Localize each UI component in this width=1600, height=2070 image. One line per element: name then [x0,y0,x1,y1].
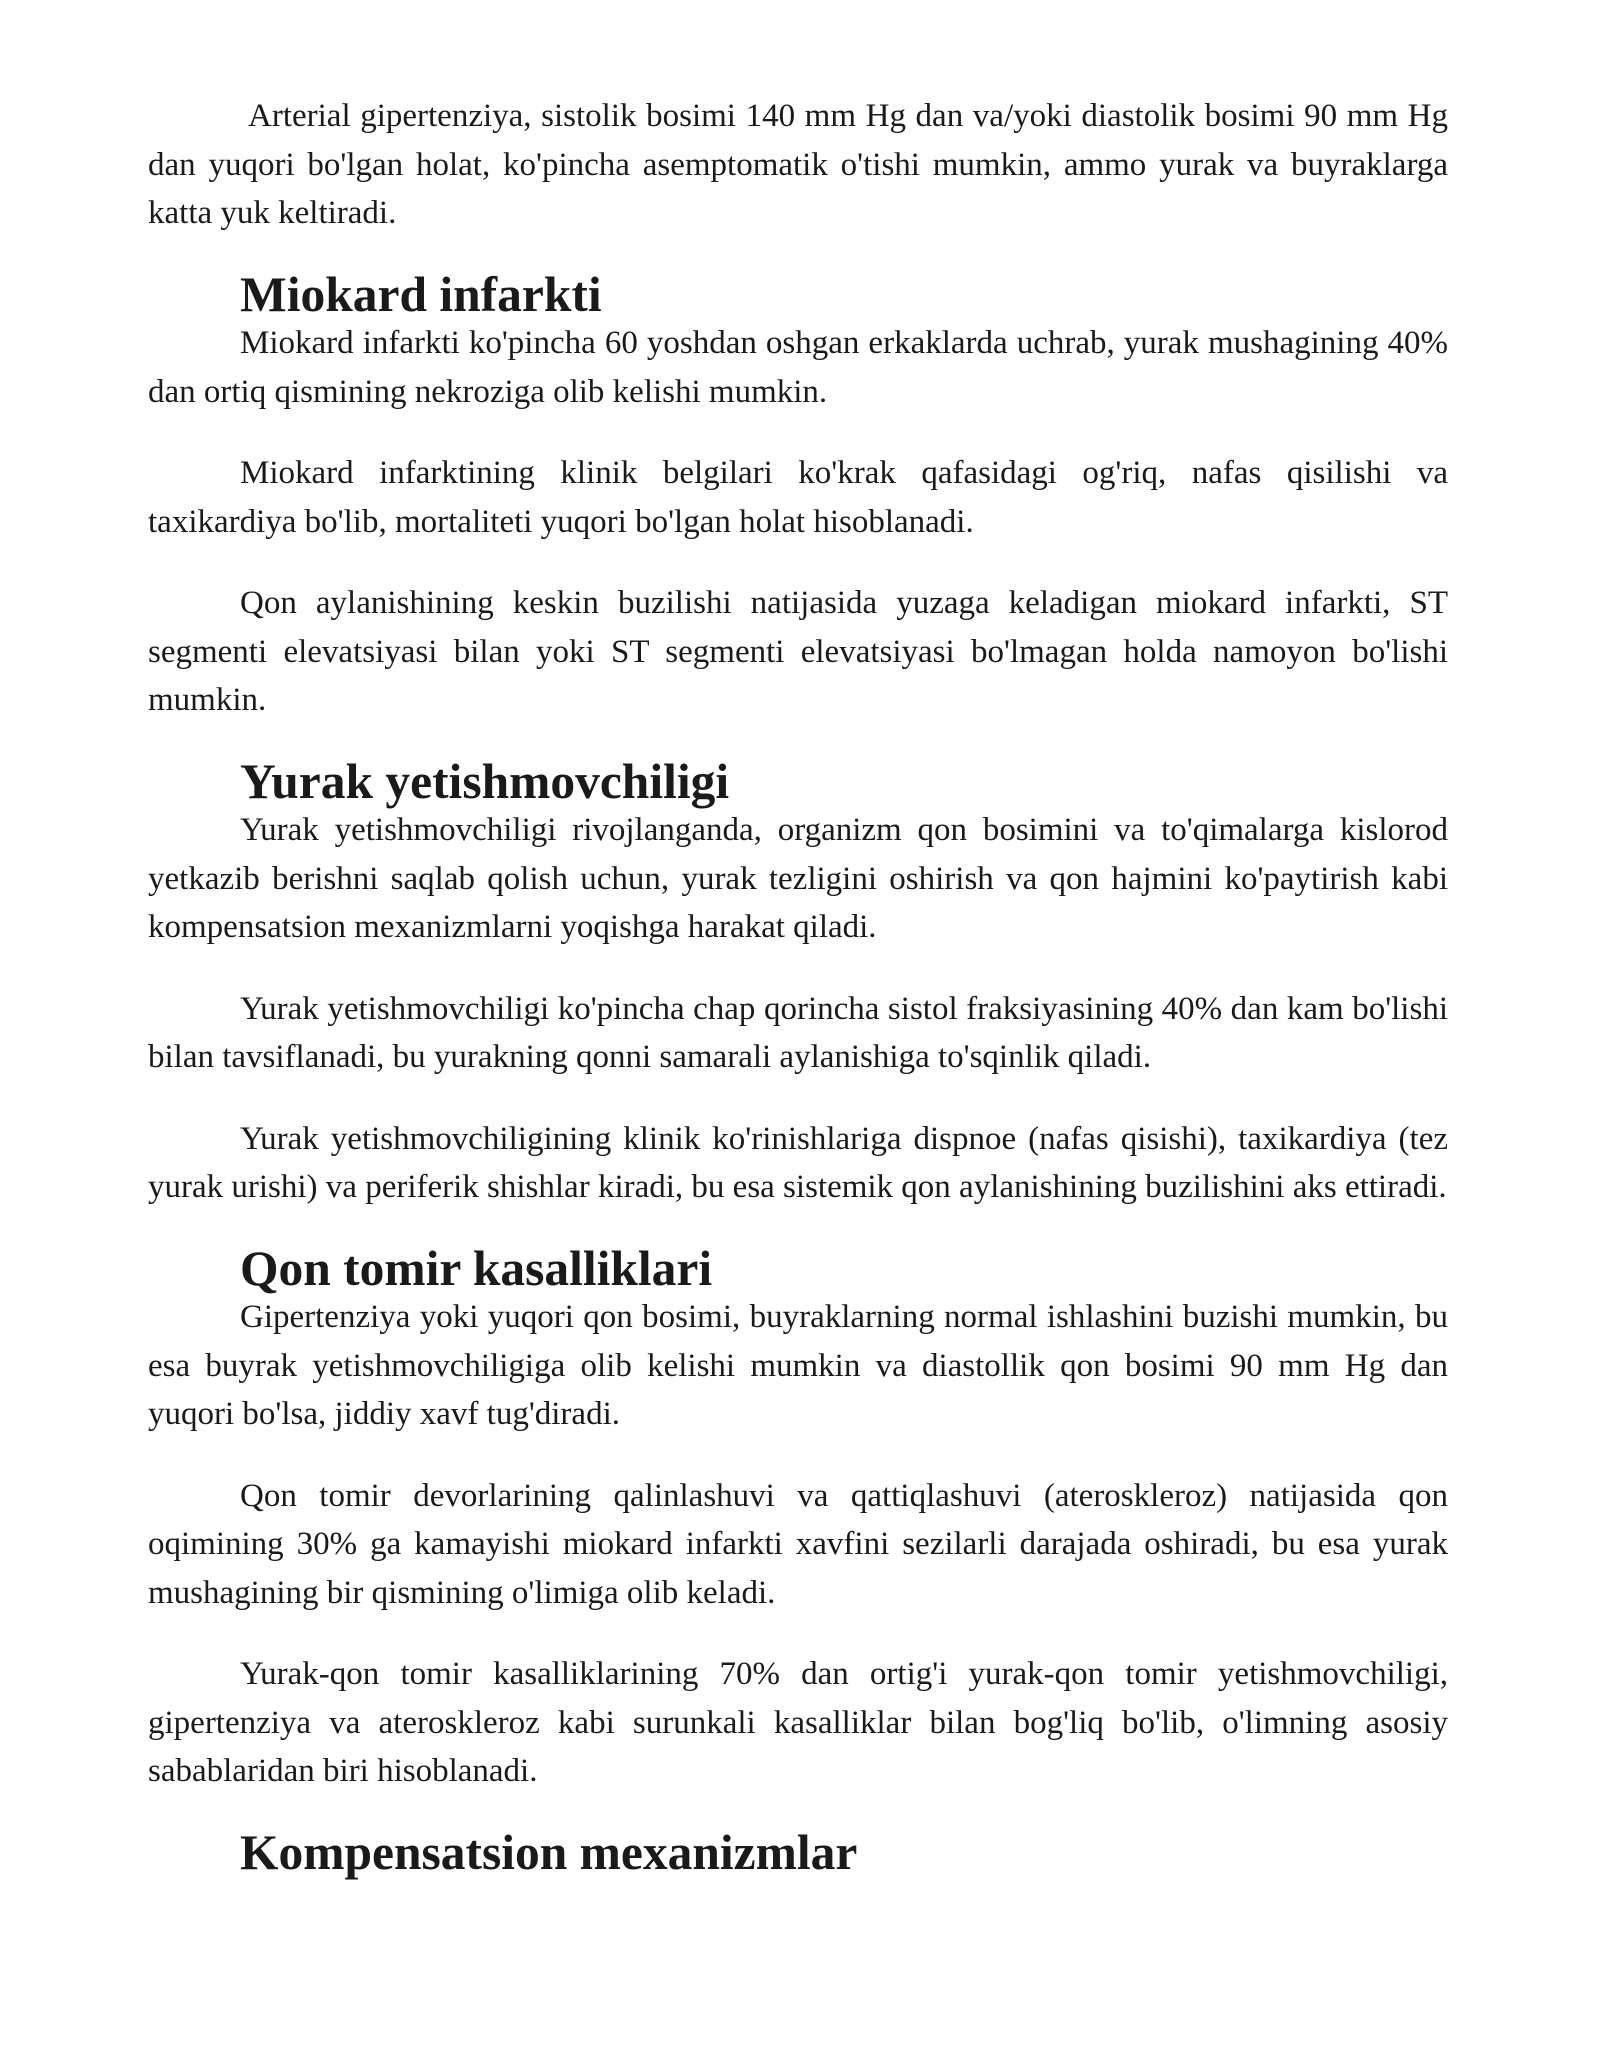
section-heading-kompensatsion-mexanizmlar: Kompensatsion mexanizmlar [240,1824,858,1880]
paragraph: Qon aylanishining keskin buzilishi natijasida yuzaga keladigan miokard infarkti, ST segmenti elevatsiyasi bilan yoki ST segmenti elevatsiyasi bo'lmagan holda namoyon bo'lishi mumkin. [148,585,1448,718]
paragraph: Qon tomir devorlarining qalinlashuvi va qattiqlashuvi (ateroskleroz) natijasida qon oqimining 30% ga kamayishi miokard infarkti xavfini sezilarli darajada oshiradi, bu esa yurak mushagining bir qismining o'limiga olib keladi. [148,1477,1448,1611]
paragraph: Yurak yetishmovchiligi ko'pincha chap qorincha sistol fraksiyasining 40% dan kam bo'lishi bilan tavsiflanadi, bu yurakning qonni samarali aylanishiga to'sqinlik qiladi. [148,990,1448,1075]
paragraph: Gipertenziya yoki yuqori qon bosimi, buyraklarning normal ishlashini buzishi mumkin, bu esa buyrak yetishmovchiligiga olib kelishi mumkin va diastollik qon bosimi 90 mm Hg dan yuqori bo'lsa, jiddiy xavf tug'diradi. [148,1299,1448,1432]
paragraph: Yurak-qon tomir kasalliklarining 70% dan ortig'i yurak-qon tomir yetishmovchiligi, gipertenziya va ateroskleroz kabi surunkali kasalliklar bilan bog'liq bo'lib, o'limning asosiy sabablaridan biri hisoblanadi. [148,1656,1448,1789]
section-heading-miokard-infarkti: Miokard infarkti [240,266,602,322]
paragraph: Miokard infarktining klinik belgilari ko'krak qafasidagi og'riq, nafas qisilishi va taxikardiya bo'lib, mortaliteti yuqori bo'lgan holat hisoblanadi. [148,455,1448,540]
section-heading-qon-tomir-kasalliklari: Qon tomir kasalliklari [240,1240,713,1296]
document-page [148,92,1448,1880]
intro-paragraph: Arterial gipertenziya, sistolik bosimi 140 mm Hg dan va/yoki diastolik bosimi 90 mm Hg dan yuqori bo'lgan holat, ko'pincha asemptomatik o'tishi mumkin, ammo yurak va buyraklarga katta yuk keltiradi. [148,98,1448,231]
paragraph: Yurak yetishmovchiligi rivojlanganda, organizm qon bosimini va to'qimalarga kislorod yetkazib berishni saqlab qolish uchun, yurak tezligini oshirish va qon hajmini ko'paytirish kabi kompensatsion mexanizmlarni yoqishga harakat qiladi. [148,812,1448,945]
paragraph: Yurak yetishmovchiligining klinik ko'rinishlariga dispnoe (nafas qisishi), taxikardiya (tez yurak urishi) va periferik shishlar kiradi, bu esa sistemik qon aylanishining buzilishini aks ettiradi. [148,1120,1448,1205]
paragraph: Miokard infarkti ko'pincha 60 yoshdan oshgan erkaklarda uchrab, yurak mushagining 40% dan ortiq qismining nekroziga olib kelishi mumkin. [148,325,1448,410]
section-heading-yurak-yetishmovchiligi: Yurak yetishmovchiligi [240,753,730,809]
